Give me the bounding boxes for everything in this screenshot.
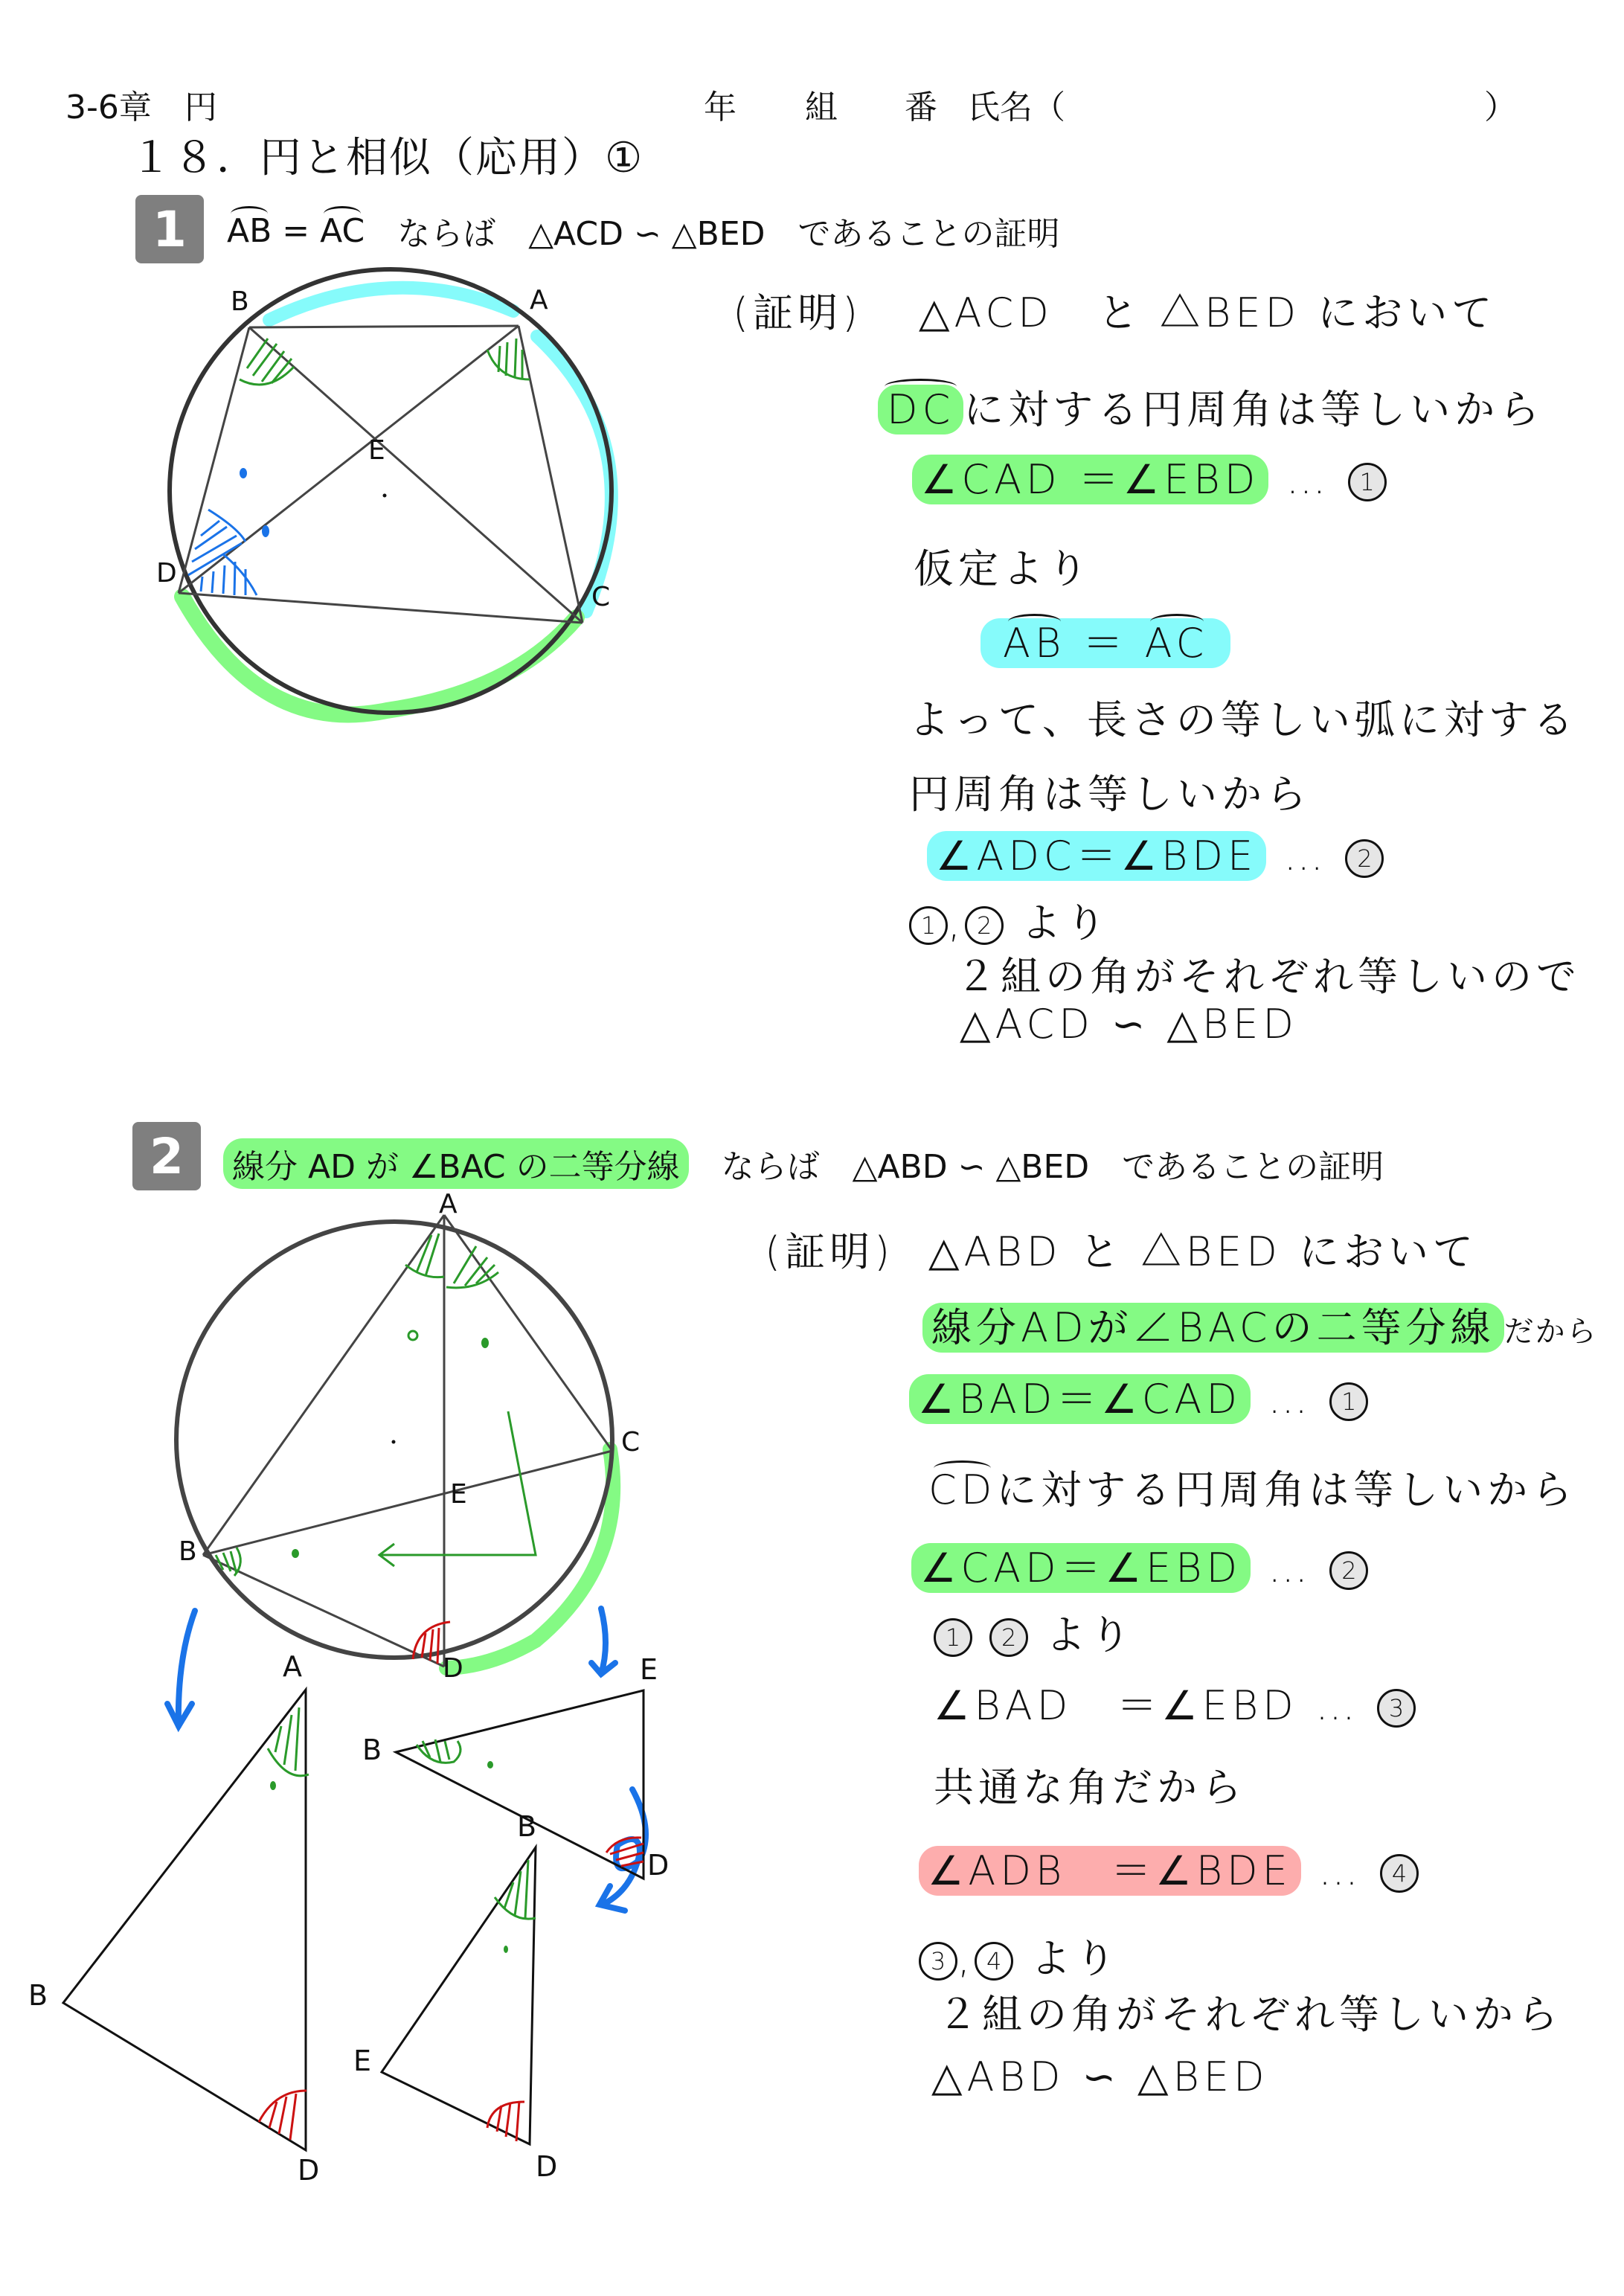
- point-label-b: B: [179, 1536, 197, 1567]
- t1-label-a: A: [283, 1650, 302, 1683]
- proof-1-line-7: 円周角は等しいから: [909, 771, 1311, 818]
- proof-1-conclusion: △ACD ∽ △BED: [960, 1001, 1298, 1048]
- proof-2-line-3: ∠BAD＝∠CAD … 1: [909, 1367, 1368, 1425]
- t2-label-d: D: [647, 1849, 670, 1882]
- proof-2-line-10: 3 , 4 より: [919, 1927, 1120, 1984]
- proof-1-line-2: DC に対する円周角は等しいから: [878, 378, 1544, 435]
- t2-label-e: E: [640, 1653, 658, 1686]
- proof-2-line-1: △ABD と △BED において: [928, 1228, 1477, 1275]
- problem-1-badge: 1: [135, 195, 204, 263]
- proof-2-line-8: 共通な角だから: [934, 1764, 1246, 1811]
- proof-2-line-4: CDに対する円周角は等しいから: [928, 1466, 1577, 1513]
- proof-1-line-3: ∠CAD ＝∠EBD … 1: [912, 448, 1387, 505]
- point-label-d: D: [156, 558, 177, 589]
- proof-2-line-7: ∠BAD ＝∠EBD … 3: [934, 1674, 1416, 1731]
- problem-2-diagram: [0, 0, 744, 2232]
- point-label-d: D: [443, 1653, 463, 1684]
- number-label: 番: [905, 89, 937, 126]
- circled-number: 1: [1348, 463, 1387, 501]
- point-label-a: A: [530, 285, 548, 315]
- point-label-e: E: [450, 1479, 467, 1510]
- circled-number: 2: [1345, 839, 1384, 878]
- year-label: 年: [704, 89, 736, 126]
- proof-1-line-1: △ACD と △BED において: [919, 289, 1497, 336]
- arc-ab: AB: [227, 211, 272, 250]
- point-label-e: E: [368, 435, 385, 466]
- proof-2-conclusion: △ABD ∽ △BED: [931, 2053, 1269, 2100]
- circled-number: 1: [1329, 1382, 1368, 1421]
- proof-2-line-2: 線分ADが∠BACの二等分線 だから: [922, 1296, 1598, 1353]
- point-label-c: C: [591, 582, 611, 612]
- t1-label-b: B: [28, 1979, 48, 2012]
- proof-1-line-8: ∠ADC＝∠BDE … 2: [927, 824, 1384, 882]
- circled-number: 3: [1377, 1689, 1416, 1728]
- proof-2-line-6: 1 2 より: [934, 1603, 1134, 1661]
- t1-label-d: D: [298, 2154, 320, 2187]
- proof-1-label: (証明): [733, 289, 863, 336]
- proof-1-line-6: よって、長さの等しい弧に対する: [909, 696, 1578, 743]
- arc-ac: AC: [320, 211, 365, 250]
- circled-number: 4: [1380, 1854, 1419, 1893]
- circled-number: 2: [1329, 1551, 1368, 1590]
- t3-label-e: E: [353, 2045, 372, 2077]
- t3-label-b: B: [517, 1810, 537, 1843]
- t2-label-b: B: [362, 1734, 382, 1766]
- page-title: １８．円と相似（応用）①: [130, 134, 644, 182]
- problem-2-badge: 2: [132, 1122, 201, 1190]
- chapter-label: 3-6章 円: [65, 89, 217, 126]
- equals-sign: =: [272, 211, 321, 250]
- proof-2-line-9: ∠ADB ＝∠BDE … 4: [919, 1839, 1419, 1896]
- point-label-a: A: [439, 1189, 458, 1219]
- arc-dc: DC: [878, 385, 963, 434]
- proof-1-line-10: ２組の角がそれぞれ等しいので: [956, 953, 1581, 1000]
- prompt-text: ならば △ABD ∽ △BED であることの証明: [688, 1148, 1384, 1186]
- name-field-close: ）: [1484, 89, 1517, 126]
- prompt-highlight: 線分 AD が ∠BAC の二等分線: [223, 1138, 689, 1189]
- proof-2-line-11: ２組の角がそれぞれ等しいから: [937, 1991, 1562, 2038]
- name-label: 氏名（: [967, 89, 1065, 126]
- arc-cd: CD: [928, 1466, 997, 1513]
- name-field[interactable]: [1071, 80, 1473, 122]
- proof-2-label: (証明): [765, 1228, 895, 1275]
- prompt-text: ならば △ACD ∽ △BED であることの証明: [365, 215, 1060, 253]
- class-label: 組: [805, 89, 838, 126]
- point-label-b: B: [231, 286, 249, 317]
- proof-2-line-5: ∠CAD＝∠EBD … 2: [911, 1536, 1368, 1594]
- proof-1-line-4: 仮定より: [914, 545, 1092, 592]
- point-label-c: C: [621, 1427, 641, 1458]
- proof-1-line-5: AB ＝ AC: [981, 612, 1230, 669]
- t3-label-d: D: [536, 2150, 558, 2183]
- proof-1-line-9: 1 , 2 より: [909, 891, 1110, 949]
